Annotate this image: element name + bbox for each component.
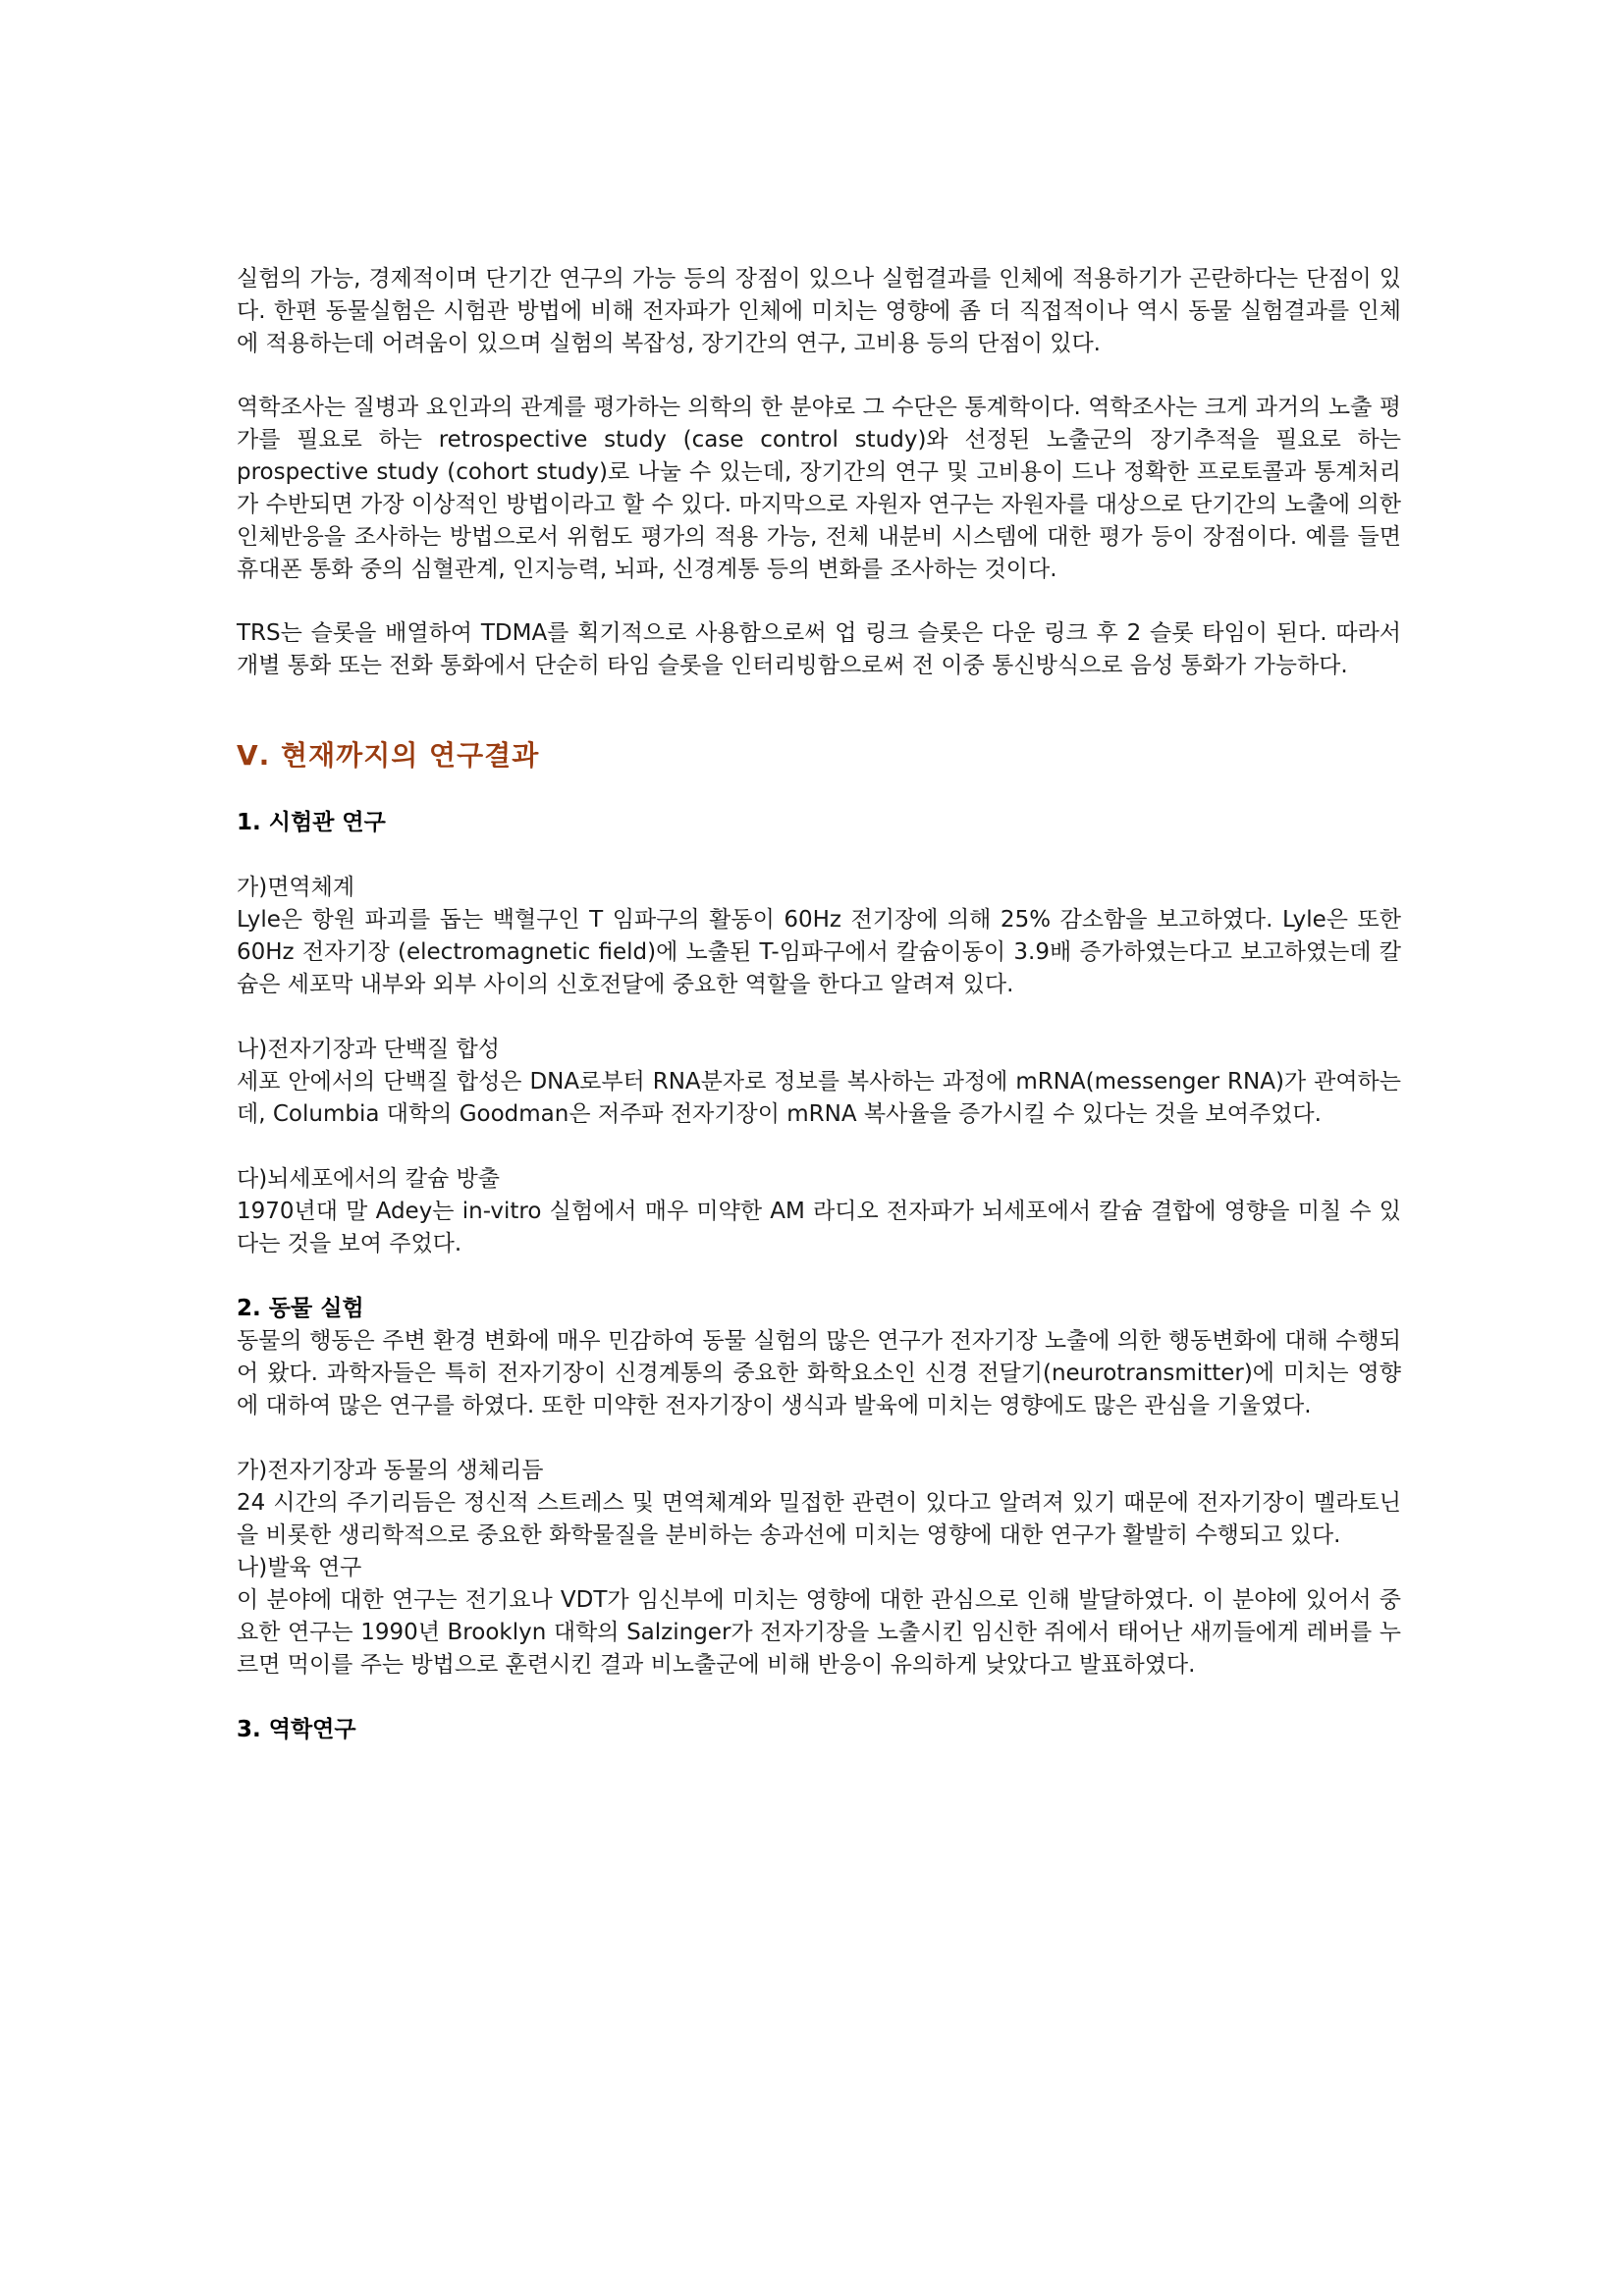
- paragraph-epidemiology: 역학조사는 질병과 요인과의 관계를 평가하는 의학의 한 분야로 그 수단은 통계학이다. 역학조사는 크게 과거의 노출 평가를 필요로 하는 retrospective study (case control study)와 선정된 노출군의 장기추적을 필요로 하는 prospective study (cohort study)로 나눌 수 있는데, 장기간의 연구 및 고비용이 드나 정확한 프로토콜과 통계처리가 수반되면 가장 이상적인 방법이라고 할 수 있다. 마지막으로 자원자 연구는 자원자를 대상으로 단기간의 노출에 의한 인체반응을 조사하는 방법으로서 위험도 평가의 적용 가능, 전체 내분비 시스템에 대한 평가 등이 장점이다. 예를 들면 휴대폰 통화 중의 심혈관계, 인지능력, 뇌파, 신경계통 등의 변화를 조사하는 것이다.: [237, 395, 1401, 582]
- item-title-development: 나)발육 연구: [237, 1555, 362, 1580]
- document-page: [237, 263, 1401, 1746]
- paragraph-animal-intro: 동물의 행동은 주변 환경 변화에 매우 민감하여 동물 실험의 많은 연구가 전자기장 노출에 의한 행동변화에 대해 수행되어 왔다. 과학자들은 특히 전자기장이 신경계통의 중요한 화학요소인 신경 전달기(neurotransmitter)에 미치는 영향에 대하여 많은 연구를 하였다. 또한 미약한 전자기장이 생식과 발육에 미치는 영향에도 많은 관심을 기울였다.: [237, 1328, 1401, 1418]
- paragraph-calcium-release: 1970년대 말 Adey는 in-vitro 실험에서 매우 미약한 AM 라디오 전자파가 뇌세포에서 칼슘 결합에 영향을 미칠 수 있다는 것을 보여 주었다.: [237, 1199, 1401, 1256]
- paragraph-development: 이 분야에 대한 연구는 전기요나 VDT가 임신부에 미치는 영향에 대한 관심으로 인해 발달하였다. 이 분야에 있어서 중요한 연구는 1990년 Brooklyn 대학의 Salzinger가 전자기장을 노출시킨 임신한 쥐에서 태어난 새끼들에게 레버를 누르면 먹이를 주는 방법으로 훈련시킨 결과 비노출군에 비해 반응이 유의하게 낮았다고 발표하였다.: [237, 1587, 1401, 1678]
- paragraph-biorhythm: 24 시간의 주기리듬은 정신적 스트레스 및 면역체계와 밀접한 관련이 있다고 알려져 있기 때문에 전자기장이 멜라토닌을 비롯한 생리학적으로 중요한 화학물질을 분비하는 송과선에 미치는 영향에 대한 연구가 활발히 수행되고 있다.: [237, 1490, 1401, 1548]
- paragraph-experiment-limitations: 실험의 가능, 경제적이며 단기간 연구의 가능 등의 장점이 있으나 실험결과를 인체에 적용하기가 곤란하다는 단점이 있다. 한편 동물실험은 시험관 방법에 비해 전자파가 인체에 미치는 영향에 좀 더 직접적이나 역시 동물 실험결과를 인체에 적용하는데 어려움이 있으며 실험의 복잡성, 장기간의 연구, 고비용 등의 단점이 있다.: [237, 266, 1401, 356]
- paragraph-protein-synthesis: 세포 안에서의 단백질 합성은 DNA로부터 RNA분자로 정보를 복사하는 과정에 mRNA(messenger RNA)가 관여하는데, Columbia 대학의 Goodman은 저주파 전자기장이 mRNA 복사율을 증가시킬 수 있다는 것을 보여주었다.: [237, 1069, 1401, 1127]
- item-title-biorhythm: 가)전자기장과 동물의 생체리듬: [237, 1458, 544, 1483]
- item-title-calcium-release: 다)뇌세포에서의 칼슘 방출: [237, 1166, 500, 1192]
- section-heading-research-results: Ⅴ. 현재까지의 연구결과: [237, 739, 540, 772]
- paragraph-immune-system: Lyle은 항원 파괴를 돕는 백혈구인 T 임파구의 활동이 60Hz 전기장에 의해 25% 감소함을 보고하였다. Lyle은 또한 60Hz 전자기장 (electromagnetic field)에 노출된 T-임파구에서 칼슘이동이 3.9배 증가하였는다고 보고하였는데 칼슘은 세포막 내부와 외부 사이의 신호전달에 중요한 역할을 한다고 알려져 있다.: [237, 907, 1401, 997]
- subheading-animal-experiments: 2. 동물 실험: [237, 1296, 364, 1321]
- item-title-protein-synthesis: 나)전자기장과 단백질 합성: [237, 1037, 500, 1062]
- paragraph-trs: TRS는 슬롯을 배열하여 TDMA를 획기적으로 사용함으로써 업 링크 슬롯은 다운 링크 후 2 슬롯 타임이 된다. 따라서 개별 통화 또는 전화 통화에서 단순히 타임 슬롯을 인터리빙함으로써 전 이중 통신방식으로 음성 통화가 가능하다.: [237, 620, 1401, 678]
- subheading-in-vitro: 1. 시험관 연구: [237, 810, 386, 835]
- item-title-immune-system: 가)면역체계: [237, 875, 355, 900]
- subheading-epidemiology: 3. 역학연구: [237, 1717, 356, 1742]
